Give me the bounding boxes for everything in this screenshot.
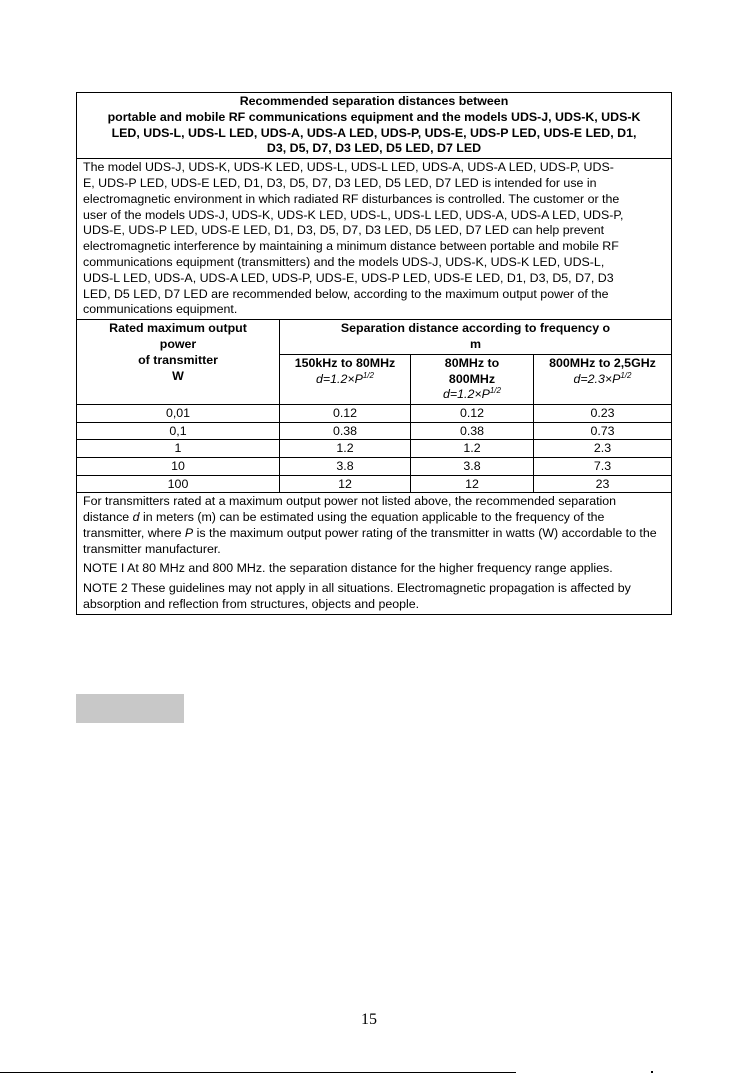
rated-power-header bbox=[77, 320, 280, 405]
intro-line: user of the models UDS-J, UDS-K, UDS-K LED, UDS-L, UDS-L LED, UDS-A, UDS-A LED, UDS-P, bbox=[83, 207, 624, 222]
intro-line: communications equipment. bbox=[83, 302, 238, 317]
header-line: of transmitter bbox=[138, 352, 218, 367]
footer-dot bbox=[651, 1071, 653, 1073]
intro-paragraph bbox=[77, 159, 672, 320]
distance-cell: 3.8 bbox=[280, 457, 411, 475]
table-row bbox=[77, 440, 672, 458]
separation-distance-table bbox=[76, 92, 672, 615]
distance-cell: 7.3 bbox=[534, 457, 672, 475]
table-row bbox=[77, 405, 672, 423]
distance-cell: 1.2 bbox=[280, 440, 411, 458]
distance-cell: 0.38 bbox=[411, 422, 534, 440]
footnote-paragraph: For transmitters rated at a maximum output power not listed above, the recommended separation distance d in meters (m) can be estimated using the equation applicable to the frequency of the transmitter, where P is the maximum output power rating of the transmitter in watts (W) accordable to the transmitter manufacturer. bbox=[83, 494, 657, 556]
footer-rule bbox=[0, 1072, 516, 1073]
band-label: 80MHz to bbox=[444, 355, 500, 370]
power-cell: 100 bbox=[77, 475, 280, 493]
table-title bbox=[77, 93, 672, 159]
distance-cell: 2.3 bbox=[534, 440, 672, 458]
power-cell: 1 bbox=[77, 440, 280, 458]
intro-line: LED, D5 LED, D7 LED are recommended below, according to the maximum output power of the bbox=[83, 286, 609, 301]
intro-line: communications equipment (transmitters) and the models UDS-J, UDS-K, UDS-K LED, UDS-L, bbox=[83, 254, 605, 269]
band-header-800mhz-2-5ghz bbox=[534, 354, 672, 404]
table-row bbox=[77, 457, 672, 475]
power-cell: 10 bbox=[77, 457, 280, 475]
distance-cell: 12 bbox=[280, 475, 411, 493]
intro-line: electromagnetic interference by maintaining a minimum distance between portable and mobile RF bbox=[83, 239, 619, 254]
power-cell: 0,01 bbox=[77, 405, 280, 423]
intro-line: electromagnetic environment in which radiated RF disturbances is controlled. The customer or the bbox=[83, 191, 620, 206]
table-row bbox=[77, 422, 672, 440]
distance-cell: 0.12 bbox=[411, 405, 534, 423]
title-line: LED, UDS-L, UDS-L LED, UDS-A, UDS-A LED, UDS-P, UDS-E, UDS-P LED, UDS-E LED, D1, bbox=[111, 125, 637, 140]
distance-cell: 0.12 bbox=[280, 405, 411, 423]
table-row bbox=[77, 475, 672, 493]
header-line: Rated maximum output bbox=[109, 321, 247, 336]
intro-line: UDS-L LED, UDS-A, UDS-A LED, UDS-P, UDS-E, UDS-P LED, UDS-E LED, D1, D3, D5, D7, D3 bbox=[83, 270, 614, 285]
distance-cell: 3.8 bbox=[411, 457, 534, 475]
distance-cell: 0.73 bbox=[534, 422, 672, 440]
intro-line: UDS-E, UDS-P LED, UDS-E LED, D1, D3, D5, D7, D3 LED, D5 LED, D7 LED can help prevent bbox=[83, 223, 605, 238]
header-line: W bbox=[172, 368, 184, 383]
distance-cell: 0.23 bbox=[534, 405, 672, 423]
band-label: 150kHz to 80MHz bbox=[294, 355, 396, 370]
band-label: 800MHz to 2,5GHz bbox=[549, 355, 656, 370]
note-2: NOTE 2 These guidelines may not apply in all situations. Electromagnetic propagation is affected by absorption and reflection from structures, objects and people. bbox=[83, 581, 631, 611]
title-line: D3, D5, D7, D3 LED, D5 LED, D7 LED bbox=[266, 141, 482, 156]
intro-line: The model UDS-J, UDS-K, UDS-K LED, UDS-L, UDS-L LED, UDS-A, UDS-A LED, UDS-P, UDS- bbox=[83, 160, 614, 175]
band-formula: $d=2.3\times P^{1/2}$ bbox=[573, 370, 632, 386]
header-line: power bbox=[159, 336, 197, 351]
gray-label-bar bbox=[76, 694, 184, 723]
note-1: NOTE I At 80 MHz and 800 MHz. the separation distance for the higher frequency range applies. bbox=[83, 561, 613, 576]
title-line: Recommended separation distances between bbox=[239, 94, 509, 108]
band-header-80mhz-800mhz bbox=[411, 354, 534, 404]
distance-cell: 0.38 bbox=[280, 422, 411, 440]
band-formula: $d=1.2\times P^{1/2}$ bbox=[316, 370, 374, 386]
intro-line: E, UDS-P LED, UDS-E LED, D1, D3, D5, D7, D3 LED, D5 LED, D7 LED is intended for use in bbox=[83, 175, 597, 190]
distance-cell: 1.2 bbox=[411, 440, 534, 458]
title-line: portable and mobile RF communications equipment and the models UDS-J, UDS-K, UDS-K bbox=[107, 109, 641, 124]
distance-cell: 23 bbox=[534, 475, 672, 493]
distance-cell: 12 bbox=[411, 475, 534, 493]
band-header-150khz-80mhz bbox=[280, 354, 411, 404]
header-line: Separation distance according to frequency o bbox=[340, 321, 611, 336]
page-number: 15 bbox=[361, 1011, 377, 1028]
separation-distance-header bbox=[280, 320, 672, 355]
header-line: m bbox=[469, 336, 482, 351]
power-cell: 0,1 bbox=[77, 422, 280, 440]
footnotes bbox=[77, 493, 672, 615]
band-label: 800MHz bbox=[448, 371, 496, 386]
band-formula: $d=1.2\times P^{1/2}$ bbox=[443, 386, 501, 402]
